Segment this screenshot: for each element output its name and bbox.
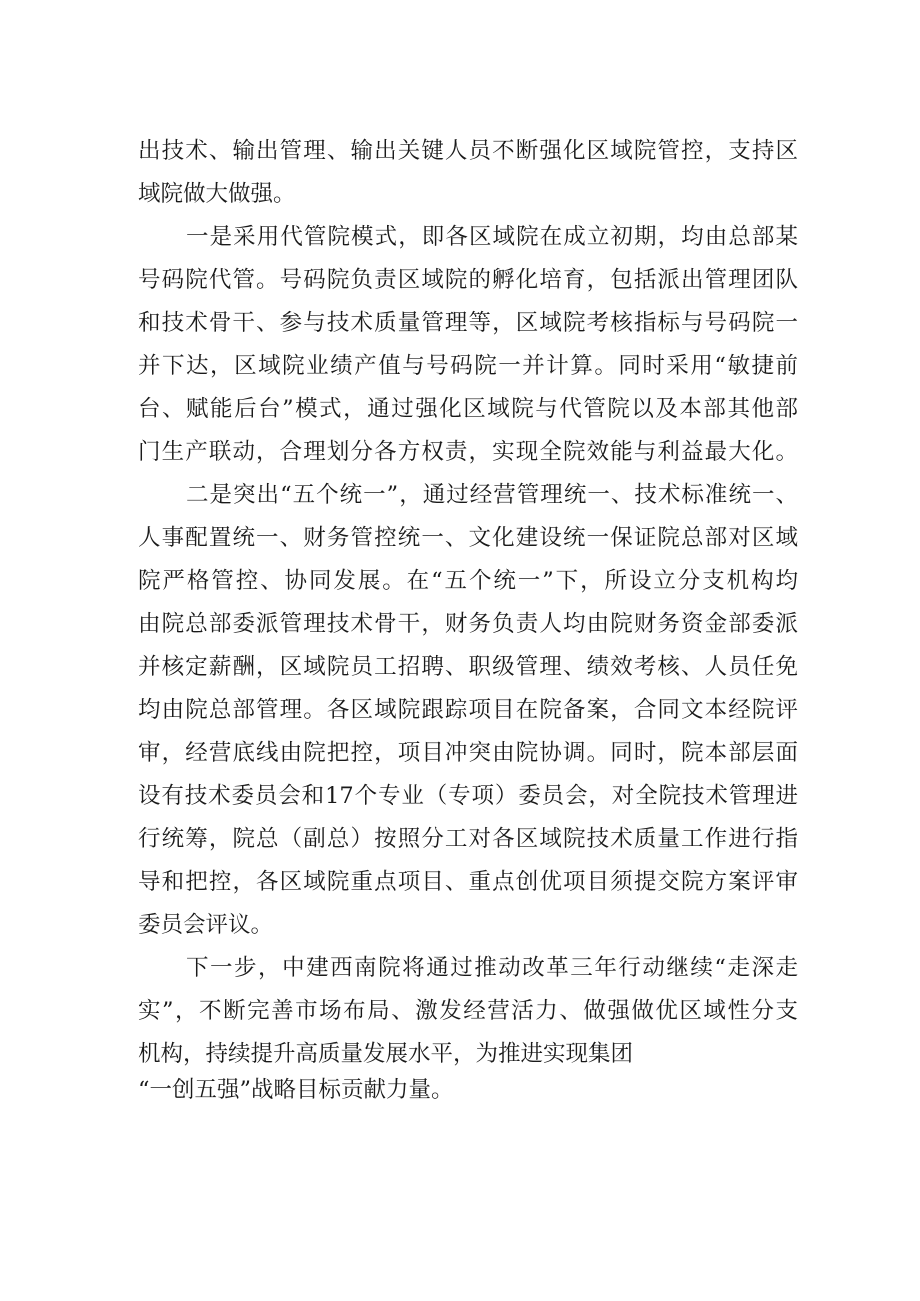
body-text-line: 机构，持续提升高质量发展水平，为推进实现集团 xyxy=(138,1041,634,1067)
body-text-line: 审，经营底线由院把控，项目冲突由院协调。同时，院本部层面 xyxy=(138,740,798,766)
body-text-line: 院严格管控、协同发展。在“五个统一”下，所设立分支机构均 xyxy=(138,568,798,594)
body-text-line: 均由院总部管理。各区域院跟踪项目在院备案，合同文本经院评 xyxy=(138,697,798,723)
body-text-line: 人事配置统一、财务管控统一、文化建设统一保证院总部对区域 xyxy=(138,525,798,551)
body-text-line: 出技术、输出管理、输出关键人员不断强化区域院管控，支持区 xyxy=(138,138,798,164)
body-text-line: 委员会评议。 xyxy=(138,912,274,938)
body-text-line: 一是采用代管院模式，即各区域院在成立初期，均由总部某 xyxy=(186,224,798,250)
body-text-line: 下一步，中建西南院将通过推动改革三年行动继续“走深走 xyxy=(186,955,798,981)
body-text-line: 由院总部委派管理技术骨干，财务负责人均由院财务资金部委派 xyxy=(138,611,798,637)
body-text-line: 门生产联动，合理划分各方权责，实现全院效能与利益最大化。 xyxy=(138,439,798,465)
body-text-line: 台、赋能后台”模式，通过强化区域院与代管院以及本部其他部 xyxy=(138,396,798,422)
body-text-line: 并核定薪酬，区域院员工招聘、职级管理、绩效考核、人员任免 xyxy=(138,654,798,680)
body-text-line: 实”，不断完善市场布局、激发经营活力、做强做优区域性分支 xyxy=(138,998,798,1024)
body-text-line: “一创五强”战略目标贡献力量。 xyxy=(138,1077,454,1103)
body-text-line: 和技术骨干、参与技术质量管理等，区域院考核指标与号码院一 xyxy=(138,310,798,336)
body-text-line: 设有技术委员会和17个专业（专项）委员会，对全院技术管理进 xyxy=(138,783,798,809)
body-text-line: 行统筹，院总（副总）按照分工对各区域院技术质量工作进行指 xyxy=(138,826,798,852)
body-text-line: 导和把控，各区域院重点项目、重点创优项目须提交院方案评审 xyxy=(138,869,798,895)
body-text-line: 并下达，区域院业绩产值与号码院一并计算。同时采用“敏捷前 xyxy=(138,353,798,379)
body-text-line: 域院做大做强。 xyxy=(138,181,296,207)
body-text-line: 二是突出“五个统一”，通过经营管理统一、技术标准统一、 xyxy=(186,482,798,508)
body-text-line: 号码院代管。号码院负责区域院的孵化培育，包括派出管理团队 xyxy=(138,267,798,293)
